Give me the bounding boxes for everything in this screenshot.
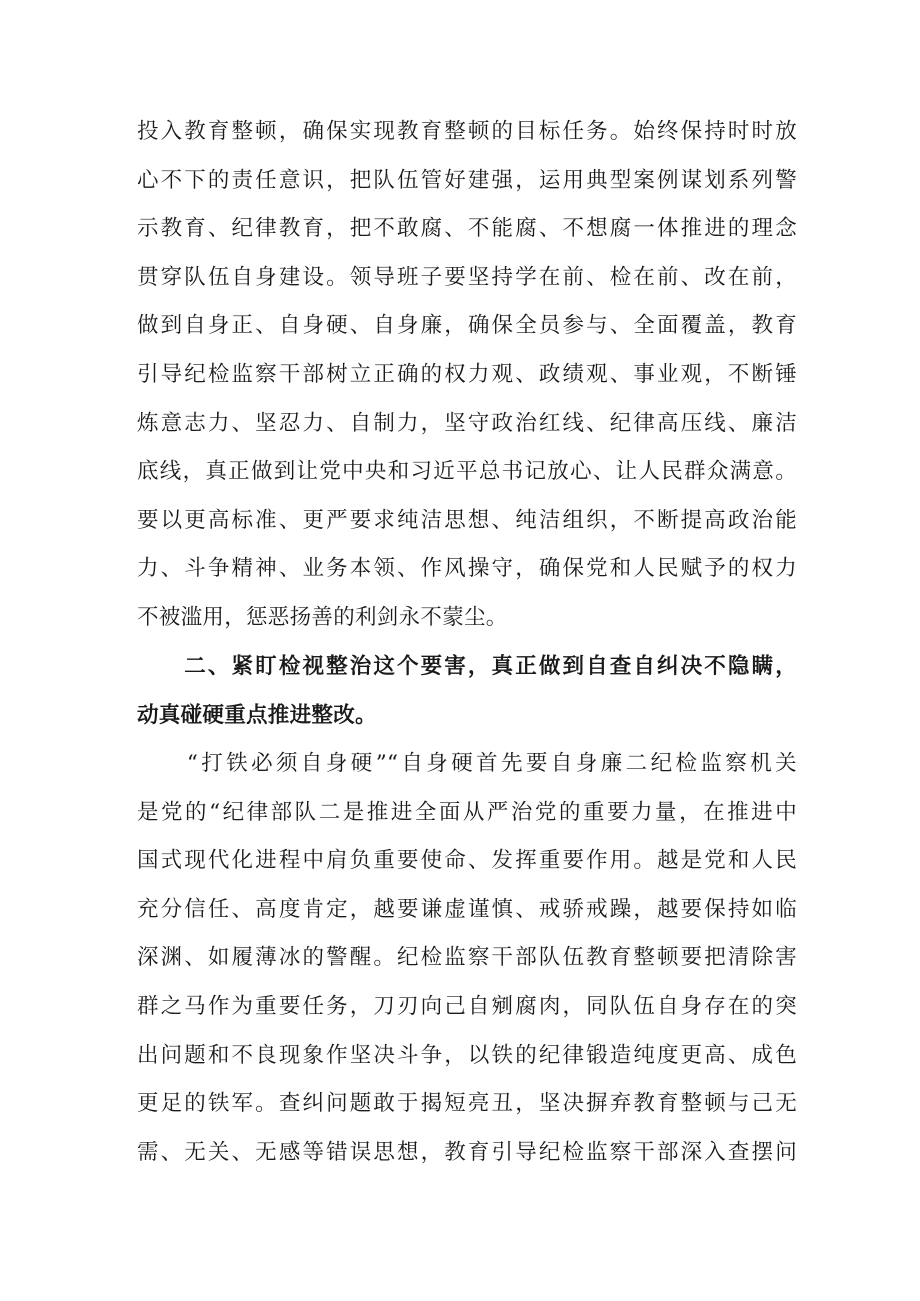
text-line: 贯穿队伍自身建设。领导班子要坚持学在前、检在前、改在前，: [137, 264, 797, 290]
body-paragraph-2: [137, 740, 797, 1177]
text-line: 不被滥用，惩恶扬善的利剑永不蒙尘。: [137, 604, 508, 630]
text-line: 力、斗争精神、业务本领、作风操守，确保党和人民赋予的权力: [137, 556, 797, 582]
text-line: 国式现代化进程中肩负重要使命、发挥重要作用。越是党和人民: [137, 848, 797, 874]
heading-line: 二、紧盯检视整治这个要害，真正做到自查自纠决不隐瞒，: [137, 654, 797, 679]
text-line: 深渊、如履薄冰的警醒。纪检监察干部队伍教育整顿要把清除害: [137, 945, 797, 971]
text-line: 引导纪检监察干部树立正确的权力观、政绩观、事业观，不断锤: [137, 361, 797, 387]
text-line: 更足的铁军。查纠问题敢于揭短亮丑，坚决摒弃教育整顿与己无: [137, 1091, 797, 1117]
body-paragraph-1: [137, 108, 797, 643]
text-line: 是党的“纪律部队二是推进全面从严治党的重要力量，在推进中: [137, 799, 797, 825]
text-line: 投入教育整顿，确保实现教育整顿的目标任务。始终保持时时放: [137, 119, 797, 144]
text-line: 做到自身正、自身硬、自身廉，确保全员参与、全面覆盖，教育: [137, 313, 797, 339]
text-line: 出问题和不良现象作坚决斗争，以铁的纪律锻造纯度更高、成色: [137, 1042, 797, 1068]
text-line: “打铁必须自身硬”“自身硬首先要自身廉二纪检监察机关: [137, 751, 797, 776]
text-line: 示教育、纪律教育，把不敢腐、不能腐、不想腐一体推进的理念: [137, 216, 797, 242]
text-line: 心不下的责任意识，把队伍管好建强，运用典型案例谋划系列警: [137, 167, 797, 193]
text-line: 充分信任、高度肯定，越要谦虚谨慎、戒骄戒躁，越要保持如临: [137, 896, 797, 922]
text-line: 需、无关、无感等错误思想，教育引导纪检监察干部深入查摆问: [137, 1139, 797, 1165]
heading-line: 动真碰硬重点推进整改。: [137, 702, 377, 728]
text-line: 炼意志力、坚忍力、自制力，坚守政治红线、纪律高压线、廉洁: [137, 410, 797, 436]
text-line: 底线，真正做到让党中央和习近平总书记放心、让人民群众满意。: [137, 459, 797, 485]
text-line: 要以更高标准、更严要求纯洁思想、纯洁组织，不断提高政治能: [137, 507, 797, 533]
text-line: 群之马作为重要任务，刀刃向己自剜腐肉，同队伍自身存在的突: [137, 993, 797, 1019]
section-heading-2: [137, 643, 797, 740]
